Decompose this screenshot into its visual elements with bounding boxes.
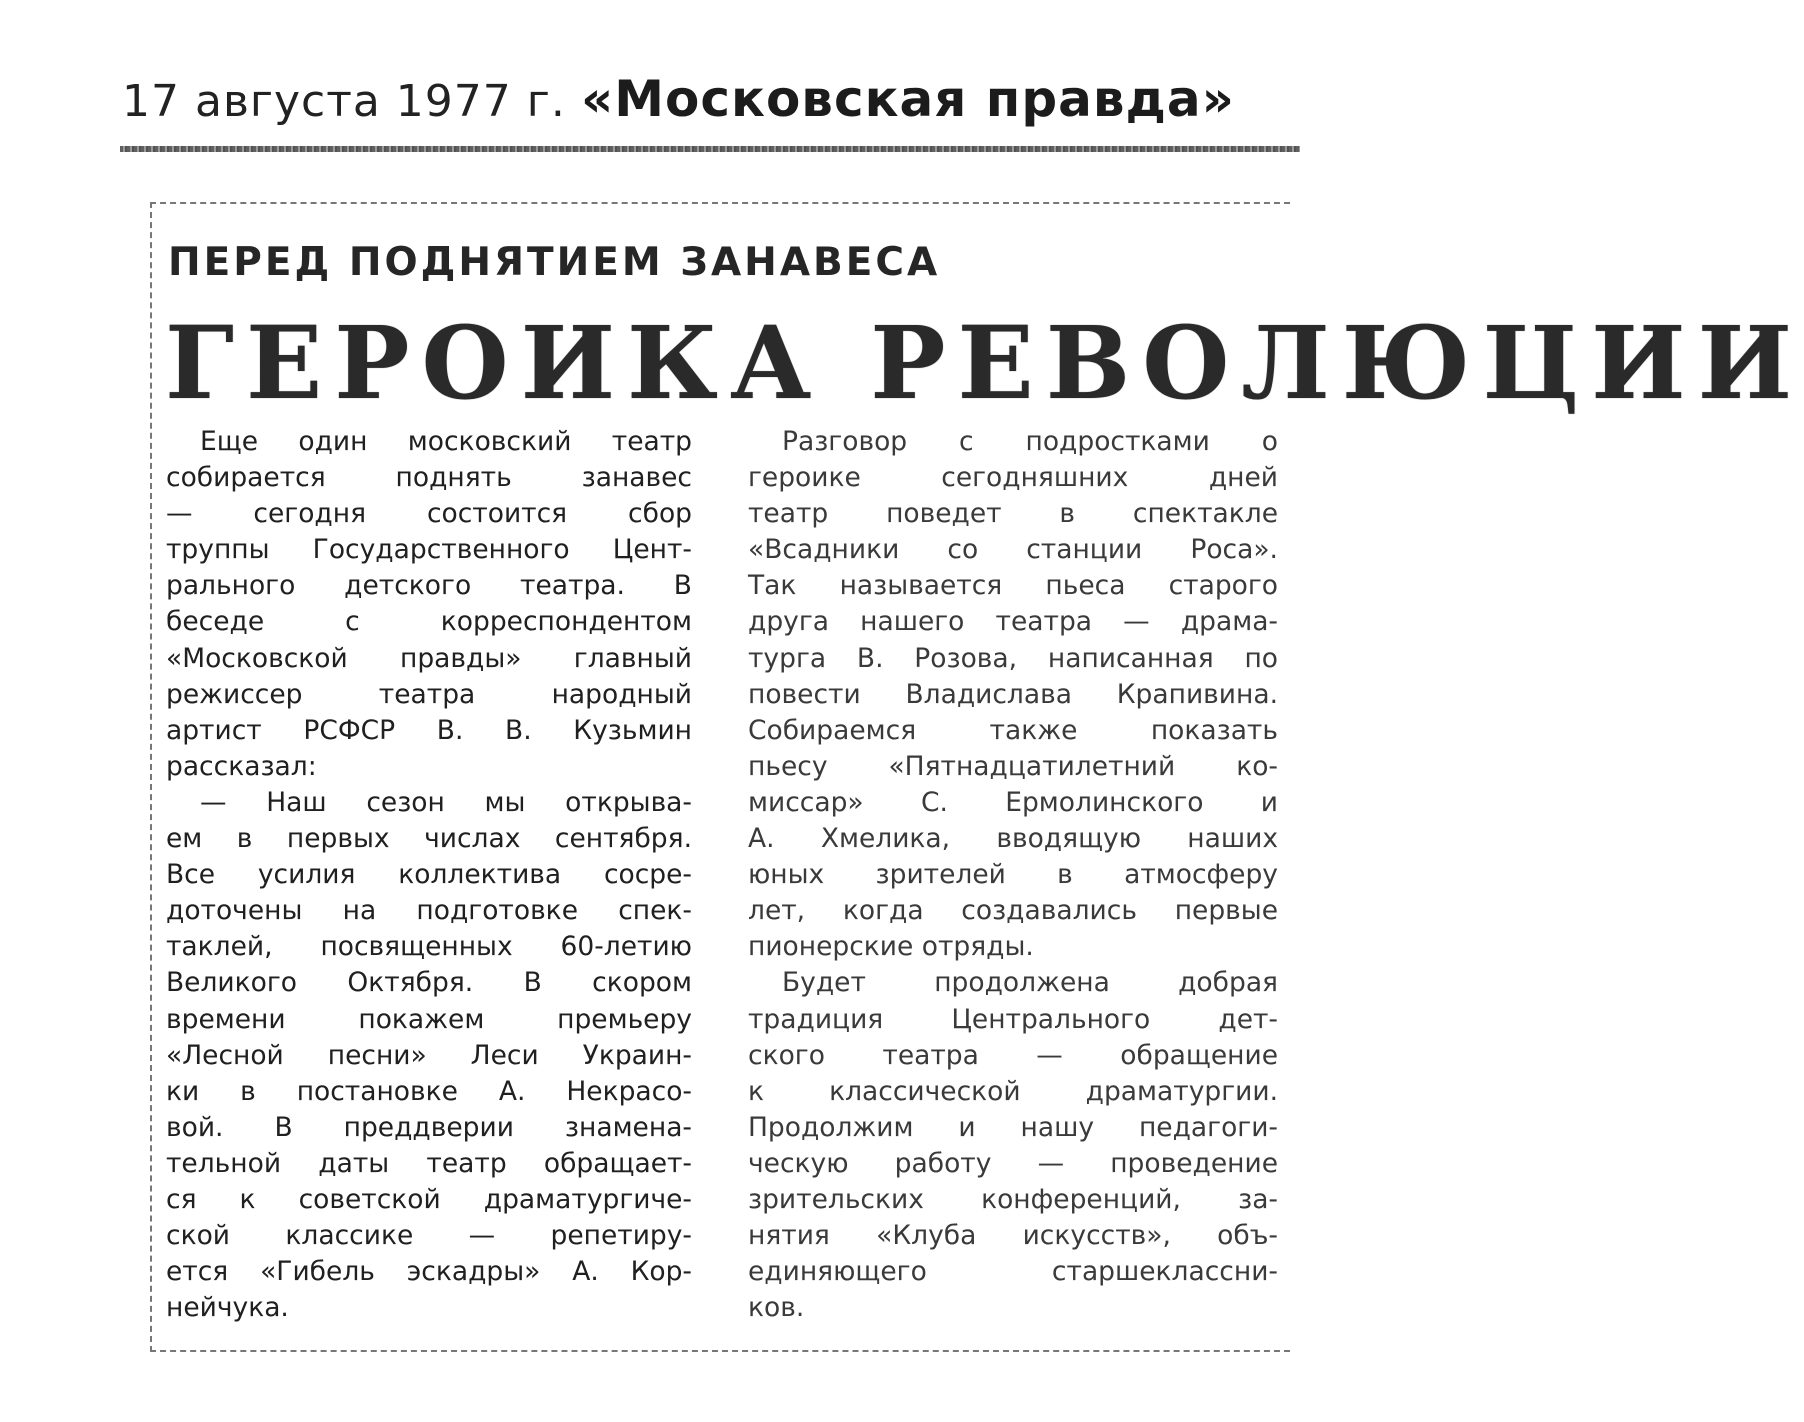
- article-column-right: [748, 424, 1278, 1326]
- text-line: единяющего старшеклассни-: [748, 1256, 1278, 1288]
- text-line: рального детского театра. В: [166, 570, 692, 602]
- text-line: ки в постановке А. Некрасо-: [166, 1075, 692, 1107]
- text-line: друга нашего театра — драма-: [748, 606, 1278, 638]
- masthead-date: 17 августа 1977 г.: [122, 76, 566, 127]
- text-line: артист РСФСР В. В. Кузьмин: [166, 714, 692, 746]
- text-line: ся к советской драматургиче-: [166, 1183, 692, 1215]
- text-line: ков.: [748, 1292, 805, 1324]
- masthead-paper-title: «Московская правда»: [580, 70, 1235, 128]
- text-line: Еще один московский театр: [200, 426, 692, 457]
- text-line: режиссер театра народный: [166, 678, 692, 710]
- text-line: Продолжим и нашу педагоги-: [748, 1111, 1278, 1143]
- article-headline: ГЕРОИКА РЕВОЛЮЦИИ: [165, 304, 1804, 422]
- text-line: Разговор с подростками о: [782, 426, 1278, 457]
- text-line: лет, когда создавались первые: [748, 895, 1278, 927]
- text-line: ского театра — обращение: [748, 1039, 1278, 1071]
- text-line: ется «Гибель эскадры» А. Кор-: [166, 1256, 692, 1288]
- text-line: ем в первых числах сентября.: [166, 823, 692, 855]
- text-line: нятия «Клуба искусств», объ-: [748, 1220, 1278, 1252]
- text-line: А. Хмелика, вводящую наших: [748, 823, 1278, 855]
- text-line: Собираемся также показать: [748, 714, 1278, 746]
- text-line: Все усилия коллектива сосре-: [166, 859, 692, 891]
- masthead: [122, 70, 1292, 140]
- text-line: традиция Центрального дет-: [748, 1003, 1278, 1035]
- text-line: юных зрителей в атмосферу: [748, 859, 1278, 891]
- text-line: — сегодня состоится сбор: [166, 498, 692, 530]
- text-line: Великого Октября. В скором: [166, 967, 692, 999]
- text-line: повести Владислава Крапивина.: [748, 678, 1278, 710]
- text-line: пьесу «Пятнадцатилетний ко-: [748, 750, 1278, 782]
- text-line: к классической драматургии.: [748, 1075, 1278, 1107]
- text-line: пионерские отряды.: [748, 931, 1034, 963]
- text-line: героике сегодняшних дней: [748, 462, 1278, 494]
- text-line: нейчука.: [166, 1292, 289, 1324]
- text-line: тельной даты театр обращает-: [166, 1147, 692, 1179]
- text-line: ской классике — репетиру-: [166, 1220, 692, 1252]
- text-line: ческую работу — проведение: [748, 1147, 1278, 1179]
- text-line: Так называется пьеса старого: [748, 570, 1278, 602]
- text-line: миссар» С. Ермолинского и: [748, 786, 1278, 818]
- text-line: беседе с корреспондентом: [166, 606, 692, 638]
- text-line: таклей, посвященных 60-летию: [166, 931, 692, 963]
- article-kicker: ПЕРЕД ПОДНЯТИЕМ ЗАНАВЕСА: [168, 240, 941, 285]
- text-line: труппы Государственного Цент-: [166, 534, 692, 566]
- text-line: доточены на подготовке спек-: [166, 895, 692, 927]
- text-line: «Лесной песни» Леси Украин-: [166, 1039, 692, 1071]
- text-line: зрительских конференций, за-: [748, 1183, 1278, 1215]
- text-line: рассказал:: [166, 750, 317, 782]
- text-line: «Всадники со станции Роса».: [748, 534, 1278, 566]
- text-line: времени покажем премьеру: [166, 1003, 692, 1035]
- text-line: собирается поднять занавес: [166, 462, 692, 494]
- text-line: вой. В преддверии знамена-: [166, 1111, 692, 1143]
- masthead-rule: [120, 146, 1300, 152]
- text-line: театр поведет в спектакле: [748, 498, 1278, 530]
- article-column-left: [166, 424, 692, 1326]
- text-line: — Наш сезон мы открыва-: [200, 786, 692, 818]
- text-line: «Московской правды» главный: [166, 642, 692, 674]
- text-line: турга В. Розова, написанная по: [748, 642, 1278, 674]
- text-line: Будет продолжена добрая: [782, 967, 1278, 999]
